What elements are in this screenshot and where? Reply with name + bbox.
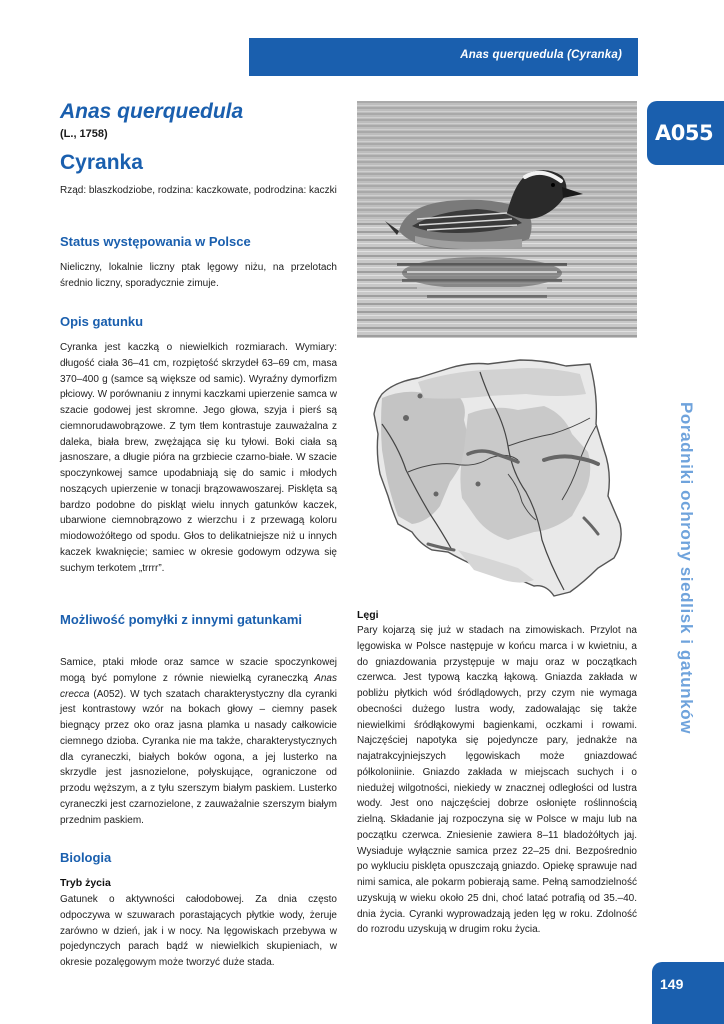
site-point-southwest <box>434 492 439 497</box>
garganey-illustration <box>357 101 637 338</box>
species-code-tab <box>647 101 724 165</box>
distribution-map <box>358 354 632 600</box>
breeding-text: Pary kojarzą się już w stadach na zimowiskach. Przylot na lęgowiska w Polsce następuje w końcu marca i w kwietniu, a do gniazdowania przystępuje w maju oraz w początkach czerwca. Jest typową kaczką łąkową. Gniazda zakłada w pobliżu płytkich wód śródlądowych, przy czym nie wymaga obecności dużego lustra wody, zadowalając się także niewielkimi śródłąkowymi bagienkami, oczkami i rowami. Najczęściej napotyka się pojedyncze pary, jednakże na najatrakcyjniejszych lęgowiskach może gniazdować półkoloniinie. Gniazdo zakłada w miejscach suchych i o niedużej wilgotności, niekiedy w znacznej odległości od lustra wody. Jest ono najczęściej dobrze osłonięte roślinnością zielną. Składanie jaj rozpoczyna się w Polsce w maju lub na początku czerwca. Zniesienie zawiera 8–11 bladożółtych jaj. Wysiaduje wyłącznie samica przez 22–25 dni. Bezpośrednio po wykluciu pisklęta opuszczają gniazdo. Opiekę sprawuje nad nimi samica, ale pokarm pobierają same. Pełną samodzielność uzyskują w wieku około 25 dni, choć latać potrafią od 35.–40. dnia życia. Cyranki wyprowadzają jeden lęg w roku. Zdolność do rozrodu uzyskują w drugim roku życia. <box>357 625 637 936</box>
status-text: Nieliczny, lokalnie liczny ptak lęgowy niżu, na przelotach średnio liczny, sporadycznie zimuje. <box>60 262 337 289</box>
page-number-tab <box>652 962 724 1024</box>
garganey-photo <box>357 101 637 338</box>
breeding-heading: Lęgi <box>357 609 379 621</box>
species-code: A055 <box>655 121 714 145</box>
confusion-text <box>60 655 337 828</box>
description-heading: Opis gatunku <box>60 314 144 329</box>
running-title: Anas querquedula (Cyranka) <box>460 49 622 61</box>
biology-heading: Biologia <box>60 850 112 865</box>
site-point-center <box>476 482 481 487</box>
page-number: 149 <box>660 976 684 992</box>
polish-name: Cyranka <box>60 151 143 174</box>
poland-map-svg <box>358 354 632 600</box>
lifestyle-heading: Tryb życia <box>60 877 111 889</box>
confusion-text-part-a: Samice, ptaki młode oraz samce w szacie spoczynkowej mogą być pomylone z równie niewielką cyraneczką <box>60 657 337 684</box>
lifestyle-text: Gatunek o aktywności całodobowej. Za dnia często odpoczywa w szuwarach porastających płytkie wody, żeruje zarówno w dzień, jak i w nocy. Na lęgowiskach przebywa w pojedynczych parach bądź w niewielkich skupieniach, w okresie pozalęgowym może tworzyć duże stada. <box>60 894 337 968</box>
series-vertical-title: Poradniki ochrony siedlisk i gatunków <box>677 401 696 735</box>
confusion-text-species: Anas crecca <box>60 672 337 700</box>
description-text: Cyranka jest kaczką o niewielkich rozmiarach. Wymiary: długość ciała 36–41 cm, rozpiętość skrzydeł 63–69 cm, masa 370–400 g (samce są większe od samic). Wyraźny dymorfizm płciowy. W porównaniu z innymi kaczkami upierzenie samca w szacie godowej jest skromne. Jego głowa, szyja i pierś są ciemnorudawobrązowe. Z tym tłem kontrastuje zauważalna z daleka, biała brew, zwężająca się ku tyłowi. Boki ciała są jasnoszare, a długie pióra na grzbiecie czarno-białe. W szacie spoczynkowej samce upodabniają się do samic i młodych noszących upierzenie w tonacji brązowawoszarej. Pisklęta są bardzo podobne do piskląt wielu innych gatunków kaczek, ubarwione ciemnobrązowo z wierzchu i z przewagą koloru miodowożółtego od spodu. Głos to delikatniejsze niż u innych kaczek kwaknięcie; samiec w okresie godowym odzywa się suchym terkotem „trrrr”. <box>60 342 337 574</box>
confusion-text-part-b: (A052). W tych szatach charakterystyczny dla cyranki jest kontrastowy wzór na bokach głowy – ciemny pasek biegnący przez oko oraz jasna plamka u nasady całkowicie ciemnego dzioba. Cyranka nie ma także, charakterystycznych dla cyraneczki, białych boków ogona, a jej lusterko na skrzydle jest jasnozielone, połyskujące, ograniczone od przodu węższym, a z tyłu szerszym białym paskiem. Lusterko cyraneczki jest czarnozielone, z zauważalnie szerszym białym przednim paskiem. <box>60 688 337 826</box>
species-author: (L., 1758) <box>60 128 108 140</box>
status-heading: Status występowania w Polsce <box>60 234 251 249</box>
running-header <box>249 38 638 76</box>
confusion-heading: Możliwość pomyłki z innymi gatunkami <box>60 612 302 627</box>
taxonomy-text: Rząd: blaszkodziobe, rodzina: kaczkowate, podrodzina: kaczki <box>60 185 337 196</box>
latin-name: Anas querquedula <box>60 100 244 123</box>
site-point-northwest <box>418 394 423 399</box>
site-point-west <box>403 415 409 421</box>
